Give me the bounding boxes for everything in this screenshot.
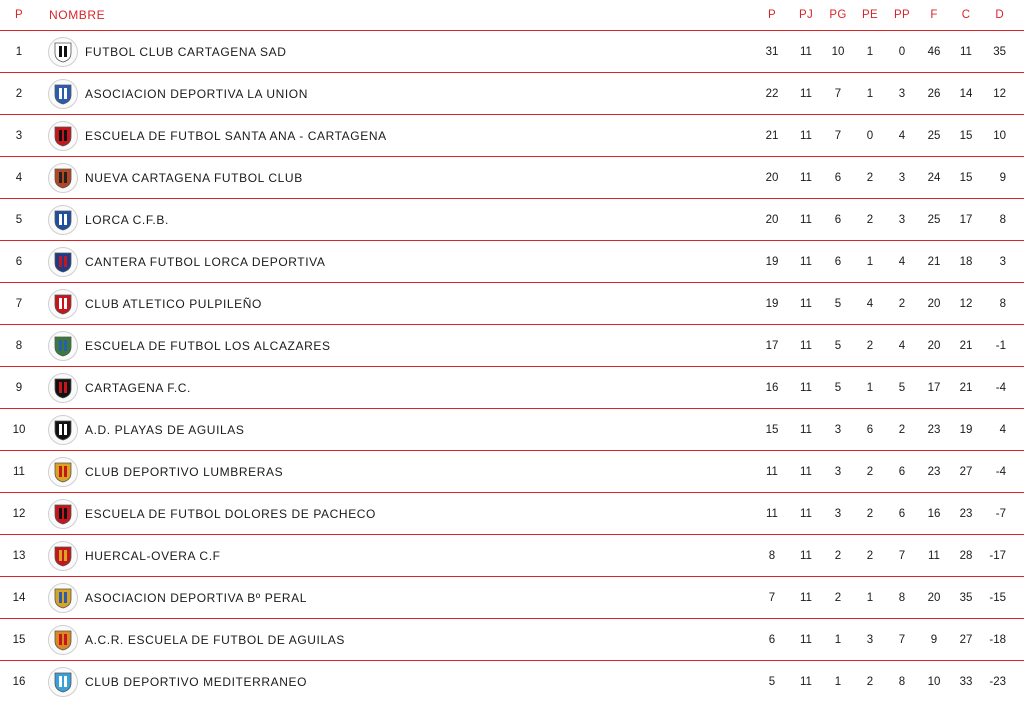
header-points: P [768,9,776,21]
played-value: 11 [800,549,812,562]
won-value: 6 [834,213,842,226]
won-value: 6 [834,255,842,268]
drawn-value: 6 [866,423,874,436]
lost-value: 3 [898,213,906,226]
goal-difference-value: 9 [999,171,1006,184]
lost-value: 2 [898,297,906,310]
table-row[interactable] [0,661,1024,702]
goals-against-value: 17 [959,213,973,226]
team-name[interactable]: ESCUELA DE FUTBOL SANTA ANA - CARTAGENA [85,128,387,143]
table-row[interactable] [0,325,1024,367]
crest-nueva-cartagena-icon [48,163,78,193]
played-value: 11 [800,255,812,268]
crest-playas-aguilas-icon [48,415,78,445]
won-value: 1 [834,675,842,688]
goal-difference-value: -4 [995,465,1006,478]
won-value: 3 [834,507,842,520]
header-played: PJ [798,9,814,21]
lost-value: 8 [898,675,906,688]
team-crest-icon [46,287,80,321]
drawn-value: 4 [866,297,874,310]
team-name[interactable]: ASOCIACION DEPORTIVA LA UNION [85,86,309,101]
lost-value: 3 [898,87,906,100]
drawn-value: 3 [866,633,874,646]
goals-for-value: 24 [927,171,941,184]
points-value: 22 [765,87,779,100]
goals-for-value: 20 [927,297,941,310]
drawn-value: 2 [866,465,874,478]
row-position: 16 [12,675,26,688]
lost-value: 8 [898,591,906,604]
team-crest-icon [46,119,80,153]
table-row[interactable] [0,199,1024,241]
goal-difference-value: 8 [999,213,1006,226]
crest-pulpileno-icon [48,289,78,319]
team-name[interactable]: CLUB ATLETICO PULPILEÑO [85,296,262,311]
lost-value: 2 [898,423,906,436]
won-value: 5 [834,297,842,310]
header-goals-against: C [961,9,971,21]
goals-for-value: 10 [927,675,941,688]
team-crest-icon [46,413,80,447]
points-value: 11 [766,465,778,478]
goals-against-value: 12 [959,297,973,310]
row-position: 13 [12,549,26,562]
header-name: NOMBRE [49,8,106,22]
goals-for-value: 11 [928,549,940,562]
team-crest-icon [46,203,80,237]
goal-difference-value: -23 [989,675,1006,688]
crest-cantera-lorca-icon [48,247,78,277]
team-name[interactable]: HUERCAL-OVERA C.F [85,548,221,563]
won-value: 10 [831,45,845,58]
played-value: 11 [800,339,812,352]
goals-against-value: 28 [959,549,973,562]
drawn-value: 2 [866,213,874,226]
team-crest-icon [46,497,80,531]
goals-against-value: 19 [959,423,973,436]
points-value: 15 [765,423,779,436]
goal-difference-value: -15 [989,591,1006,604]
lost-value: 6 [898,465,906,478]
lost-value: 7 [898,549,906,562]
goal-difference-value: -1 [995,339,1006,352]
points-value: 20 [765,213,779,226]
table-row[interactable] [0,31,1024,73]
goals-for-value: 25 [927,213,941,226]
crest-mediterraneo-icon [48,667,78,697]
goal-difference-value: -17 [989,549,1006,562]
team-crest-icon [46,329,80,363]
played-value: 11 [800,465,812,478]
team-name[interactable]: A.D. PLAYAS DE AGUILAS [85,422,245,437]
table-row[interactable] [0,73,1024,115]
team-name[interactable]: ASOCIACION DEPORTIVA Bº PERAL [85,590,308,605]
drawn-value: 1 [866,591,874,604]
won-value: 5 [834,381,842,394]
played-value: 11 [800,129,812,142]
drawn-value: 1 [866,381,874,394]
points-value: 19 [765,297,779,310]
goals-for-value: 26 [927,87,941,100]
table-row[interactable] [0,493,1024,535]
table-row[interactable] [0,409,1024,451]
goals-for-value: 23 [927,465,941,478]
goals-against-value: 33 [959,675,973,688]
won-value: 3 [834,465,842,478]
won-value: 5 [834,339,842,352]
goals-against-value: 11 [960,45,972,58]
goals-for-value: 21 [927,255,941,268]
points-value: 6 [768,633,776,646]
goals-against-value: 15 [959,129,973,142]
goal-difference-value: 12 [993,87,1006,100]
played-value: 11 [800,45,812,58]
team-crest-icon [46,665,80,699]
team-name[interactable]: CANTERA FUTBOL LORCA DEPORTIVA [85,254,326,269]
played-value: 11 [800,171,812,184]
goals-against-value: 27 [959,633,973,646]
lost-value: 4 [898,339,906,352]
goals-for-value: 46 [927,45,941,58]
goals-for-value: 23 [927,423,941,436]
points-value: 11 [766,507,778,520]
header-goals-for: F [930,9,938,21]
row-position: 3 [15,129,23,142]
crest-los-alcazares-icon [48,331,78,361]
goals-for-value: 9 [930,633,938,646]
table-row[interactable] [0,451,1024,493]
won-value: 6 [834,171,842,184]
row-position: 1 [15,45,23,58]
row-position: 2 [15,87,23,100]
row-position: 8 [15,339,23,352]
row-position: 6 [15,255,23,268]
table-row[interactable] [0,283,1024,325]
goals-for-value: 20 [927,591,941,604]
crest-huercal-overa-icon [48,541,78,571]
lost-value: 7 [898,633,906,646]
table-body [0,31,1024,702]
goals-against-value: 35 [959,591,973,604]
row-position: 5 [15,213,23,226]
played-value: 11 [800,423,812,436]
table-row[interactable] [0,619,1024,661]
won-value: 7 [834,87,842,100]
header-goal-difference: D [995,9,1004,21]
team-name[interactable]: A.C.R. ESCUELA DE FUTBOL DE AGUILAS [85,632,345,647]
team-crest-icon [46,245,80,279]
goals-against-value: 21 [959,381,973,394]
lost-value: 5 [898,381,906,394]
lost-value: 6 [898,507,906,520]
goals-for-value: 16 [927,507,941,520]
table-row[interactable] [0,241,1024,283]
crest-cartagena-icon [48,37,78,67]
played-value: 11 [800,675,812,688]
won-value: 1 [834,633,842,646]
row-position: 9 [15,381,23,394]
header-won: PG [829,9,847,21]
won-value: 7 [834,129,842,142]
played-value: 11 [800,591,812,604]
team-crest-icon [46,581,80,615]
table-row[interactable] [0,367,1024,409]
row-position: 14 [12,591,26,604]
lost-value: 4 [898,255,906,268]
table-row[interactable] [0,535,1024,577]
played-value: 11 [800,381,812,394]
goal-difference-value: -18 [989,633,1006,646]
drawn-value: 1 [866,45,874,58]
crest-santa-ana-icon [48,121,78,151]
drawn-value: 2 [866,549,874,562]
table-row[interactable] [0,157,1024,199]
table-row[interactable] [0,577,1024,619]
team-name[interactable]: LORCA C.F.B. [85,212,169,227]
won-value: 3 [834,423,842,436]
goals-for-value: 25 [927,129,941,142]
team-crest-icon [46,77,80,111]
goals-against-value: 14 [959,87,973,100]
points-value: 5 [768,675,776,688]
crest-la-union-icon [48,79,78,109]
goals-against-value: 15 [959,171,973,184]
goals-for-value: 17 [927,381,941,394]
drawn-value: 1 [866,255,874,268]
points-value: 7 [768,591,776,604]
row-position: 11 [13,465,25,478]
goal-difference-value: 10 [993,129,1006,142]
goals-against-value: 23 [959,507,973,520]
goal-difference-value: -7 [995,507,1006,520]
team-crest-icon [46,371,80,405]
goal-difference-value: 4 [999,423,1006,436]
team-crest-icon [46,161,80,195]
crest-lumbreras-icon [48,457,78,487]
points-value: 19 [765,255,779,268]
team-name[interactable]: ESCUELA DE FUTBOL DOLORES DE PACHECO [85,506,376,521]
team-crest-icon [46,455,80,489]
points-value: 17 [765,339,779,352]
team-crest-icon [46,623,80,657]
crest-peral-icon [48,583,78,613]
team-name[interactable]: CLUB DEPORTIVO MEDITERRANEO [85,674,308,689]
row-position: 12 [12,507,26,520]
played-value: 11 [800,213,812,226]
goal-difference-value: 8 [999,297,1006,310]
goals-against-value: 27 [959,465,973,478]
drawn-value: 2 [866,171,874,184]
goal-difference-value: -4 [995,381,1006,394]
team-name[interactable]: FUTBOL CLUB CARTAGENA SAD [85,44,287,59]
goal-difference-value: 35 [993,45,1006,58]
won-value: 2 [834,591,842,604]
points-value: 21 [765,129,779,142]
played-value: 11 [800,633,812,646]
row-position: 4 [15,171,23,184]
goals-against-value: 21 [959,339,973,352]
points-value: 31 [765,45,779,58]
drawn-value: 2 [866,507,874,520]
team-name[interactable]: NUEVA CARTAGENA FUTBOL CLUB [85,170,303,185]
table-row[interactable] [0,115,1024,157]
row-position: 7 [15,297,23,310]
drawn-value: 1 [866,87,874,100]
table-header [0,0,1024,31]
goals-for-value: 20 [927,339,941,352]
crest-dolores-pacheco-icon [48,499,78,529]
played-value: 11 [800,297,812,310]
won-value: 2 [834,549,842,562]
crest-cartagena-fc-icon [48,373,78,403]
played-value: 11 [800,507,812,520]
played-value: 11 [800,87,812,100]
points-value: 20 [765,171,779,184]
header-position: P [15,9,23,21]
lost-value: 3 [898,171,906,184]
drawn-value: 0 [866,129,874,142]
crest-lorca-cfb-icon [48,205,78,235]
goals-against-value: 18 [959,255,973,268]
points-value: 8 [768,549,776,562]
crest-acr-aguilas-icon [48,625,78,655]
team-name[interactable]: CARTAGENA F.C. [85,380,191,395]
header-lost: PP [894,9,910,21]
drawn-value: 2 [866,339,874,352]
team-crest-icon [46,539,80,573]
header-drawn: PE [862,9,878,21]
points-value: 16 [765,381,779,394]
team-name[interactable]: ESCUELA DE FUTBOL LOS ALCAZARES [85,338,331,353]
lost-value: 4 [898,129,906,142]
team-crest-icon [46,35,80,69]
team-name[interactable]: CLUB DEPORTIVO LUMBRERAS [85,464,284,479]
row-position: 15 [12,633,26,646]
drawn-value: 2 [866,675,874,688]
goal-difference-value: 3 [999,255,1006,268]
row-position: 10 [12,423,26,436]
lost-value: 0 [898,45,906,58]
